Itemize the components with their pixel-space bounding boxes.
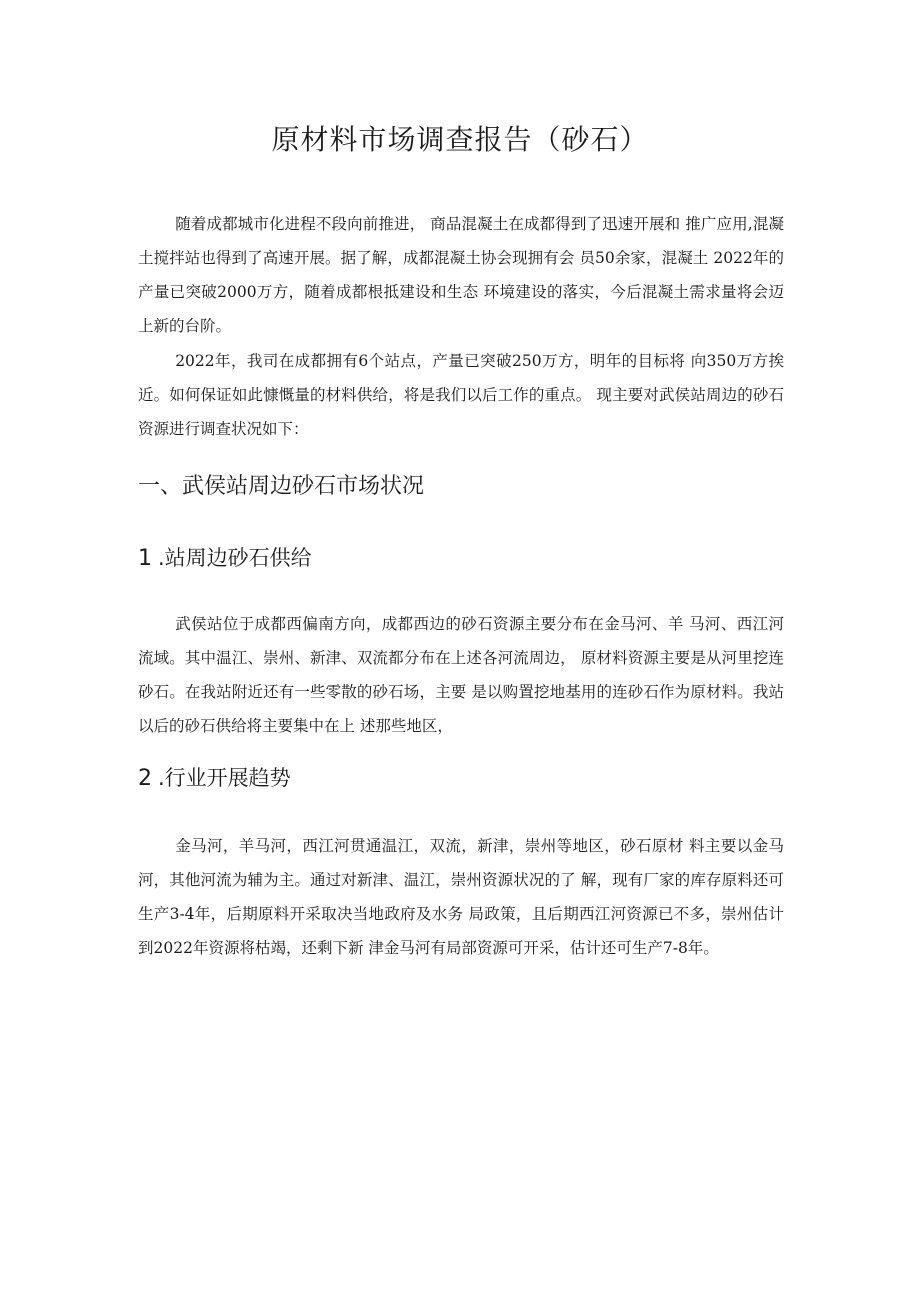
section-1-heading: 一、武侯站周边砂石市场状况 [138, 474, 425, 499]
intro-paragraph-1: 随着成都城市化进程不段向前推进， 商品混凝土在成都得到了迅速开展和 推广应用,混凝土搅拌站也得到了高速开展。据了解，成都混凝土协会现拥有会 员50余家，混凝土 2022年的产量已突破2000万方，随着成都根抵建设和生态 环境建设的落实，今后混凝土需求量将会迈上新的台阶。 [138, 215, 784, 335]
subsection-2-number: 2 [138, 766, 152, 791]
subsection-2-paragraph: 金马河，羊马河，西江河贯通温江，双流，新津，崇州等地区，砂石原材 料主要以金马河，其他河流为辅为主。通过对新津、温江，崇州资源状况的了 解，现有厂家的库存原料还可生产3-4年，后期原料开采取决当地政府及水务 局政策，且后期西江河资源已不多，崇州估计到2022年资源将枯竭，还剩下新 津金马河有局部资源可开采，估计还可生产7-8年。 [138, 837, 784, 957]
subsection-2-title: .行业开展趋势 [158, 766, 291, 790]
subsection-1-title: .站周边砂石供给 [158, 546, 312, 570]
subsection-1-number: 1 [138, 546, 152, 571]
intro-paragraph-2: 2022年，我司在成都拥有6个站点，产量已突破250万方，明年的目标将 向350万方挨近。如何保证如此慷慨量的材料供给，将是我们以后工作的重点。 现主要对武侯站周边的砂石资源进行调查状况如下： [138, 352, 784, 438]
subsection-1-paragraph: 武侯站位于成都西偏南方向，成都西边的砂石资源主要分布在金马河、羊 马河、西江河流域。其中温江、崇州、新津、双流都分布在上述各河流周边， 原材料资源主要是从河里挖连砂石。在我站附近还有一些零散的砂石场，主要 是以购置挖地基用的连砂石作为原材料。我站以后的砂石供给将主要集中在上 述那些地区， [138, 615, 784, 735]
document-title: 原材料市场调查报告（砂石） [271, 123, 649, 156]
subsection-1-heading [138, 541, 312, 576]
subsection-2-heading [138, 761, 291, 796]
